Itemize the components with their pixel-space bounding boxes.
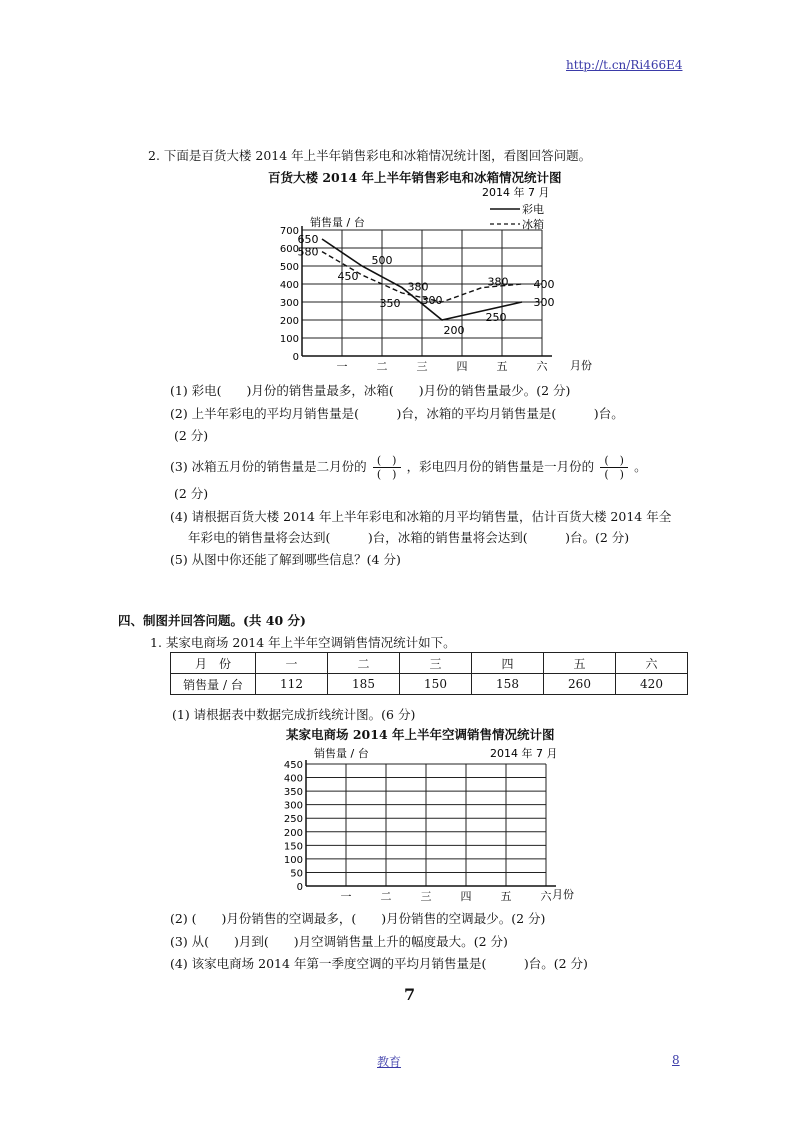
tv-fridge-line-chart: [270, 182, 600, 372]
chart2-date: 2014 年 7 月: [490, 747, 558, 760]
q2-sub3-part3: 。: [634, 459, 647, 474]
q2-sub4-line2: 年彩电的销售量将会达到( )台，冰箱的销售量将会达到( )台。(2 分): [188, 530, 630, 545]
table-cell: 五: [544, 653, 616, 674]
q2-sub3-part1: (3) 冰箱五月份的销售量是二月份的: [170, 459, 367, 474]
y-tick-label: 100: [279, 334, 299, 345]
legend-fridge-label: 冰箱: [522, 218, 544, 231]
data-label: 500: [371, 254, 393, 267]
section4-sub3: (3) 从( )月到( )月空调销售量上升的幅度最大。(2 分): [170, 934, 508, 949]
x-tick-label: 一: [336, 360, 348, 372]
data-label: 350: [379, 297, 401, 310]
data-label: 250: [485, 311, 507, 324]
x-tick-label: 二: [376, 360, 388, 372]
y-tick-label: 0: [292, 352, 299, 363]
chart1-ylabel: 销售量 / 台: [310, 216, 365, 229]
data-label: 200: [443, 324, 465, 337]
y-tick-label: 400: [279, 280, 299, 291]
footer-page: 8: [672, 1053, 680, 1067]
page-number: 7: [404, 985, 416, 1004]
data-label: 580: [297, 245, 319, 259]
section4-sub1: (1) 请根据表中数据完成折线统计图。(6 分): [172, 707, 416, 722]
table-cell: 六: [616, 653, 688, 674]
q2-sub1: (1) 彩电( )月份的销售量最多，冰箱( )月份的销售量最少。(2 分): [170, 383, 571, 398]
y-tick-label: 0: [296, 882, 303, 893]
table-cell: 260: [544, 674, 616, 695]
y-tick-label: 600: [279, 244, 299, 255]
data-label: 450: [337, 270, 359, 283]
table-cell: 月 份: [171, 653, 256, 674]
data-label: 400: [533, 278, 555, 291]
x-tick-label: 四: [456, 360, 468, 372]
y-tick-label: 700: [279, 226, 299, 237]
y-tick-label: 100: [283, 854, 303, 866]
chart2-ylabel: 销售量 / 台: [314, 747, 369, 760]
q2-intro: 2. 下面是百货大楼 2014 年上半年销售彩电和冰箱情况统计图，看图回答问题。: [148, 148, 592, 163]
data-label: 380: [487, 275, 509, 289]
table-cell: 一: [256, 653, 328, 674]
fraction-blank-1[interactable]: ( ) ( ): [371, 455, 403, 480]
table-cell: 销售量 / 台: [171, 674, 256, 695]
q2-sub4-line1: (4) 请根据百货大楼 2014 年上半年彩电和冰箱的月平均销售量，估计百货大楼 2014 年全: [170, 509, 672, 524]
table-cell: 150: [400, 674, 472, 695]
x-tick-label: 二: [380, 890, 392, 902]
q2-sub5: (5) 从图中你还能了解到哪些信息？(4 分): [170, 552, 401, 567]
y-tick-label: 450: [283, 760, 303, 771]
q2-sub2: (2) 上半年彩电的平均月销售量是( )台，冰箱的平均月销售量是( )台。: [170, 406, 624, 421]
x-tick-label: 四: [460, 890, 472, 902]
table-cell: 420: [616, 674, 688, 695]
section4-sub4: (4) 该家电商场 2014 年第一季度空调的平均月销售量是( )台。(2 分): [170, 956, 588, 971]
q2-sub3-part2: ，彩电四月份的销售量是一月份的: [406, 459, 595, 474]
table-cell: 112: [256, 674, 328, 695]
chart2-y-ticks: [284, 760, 303, 893]
section4-chart-title: 某家电商场 2014 年上半年空调销售情况统计图: [286, 727, 555, 742]
footer-link[interactable]: 教育: [377, 1055, 402, 1069]
x-tick-label: 一: [340, 890, 352, 902]
legend-tv-label: 彩电: [522, 203, 544, 216]
table-cell: 二: [328, 653, 400, 674]
y-tick-label: 500: [279, 262, 299, 273]
q2-sub3-score: (2 分): [174, 486, 209, 501]
section4-title: 四、制图并回答问题。(共 40 分): [118, 613, 306, 628]
y-tick-label: 150: [283, 841, 303, 853]
x-tick-label: 三: [416, 360, 428, 372]
y-tick-label: 350: [283, 787, 303, 799]
y-tick-label: 50: [290, 868, 303, 880]
x-tick-label: 五: [496, 360, 508, 372]
table-row: [171, 653, 688, 674]
section4-sub2: (2) ( )月份销售的空调最多，( )月份销售的空调最少。(2 分): [170, 911, 546, 926]
section4-q1: 1. 某家电商场 2014 年上半年空调销售情况统计如下。: [150, 635, 456, 650]
chart2-xunit: 月份: [552, 888, 574, 901]
x-tick-label: 三: [420, 890, 432, 902]
table-cell: 185: [328, 674, 400, 695]
y-tick-label: 200: [283, 827, 303, 839]
chart2-x-ticks: [341, 890, 553, 902]
fraction-blank-2[interactable]: ( ) ( ): [598, 455, 630, 480]
y-tick-label: 400: [283, 773, 303, 785]
y-tick-label: 300: [279, 298, 299, 309]
table-cell: 四: [472, 653, 544, 674]
header-link[interactable]: http://t.cn/Ri466E4: [566, 58, 683, 72]
aircon-sales-table: [170, 652, 688, 695]
chart1-date: 2014 年 7 月: [482, 186, 550, 199]
x-tick-label: 五: [500, 890, 512, 902]
chart1-xunit: 月份: [570, 359, 592, 372]
aircon-blank-line-chart: [270, 742, 600, 902]
chart1-x-ticks: [337, 360, 549, 372]
table-row: [171, 674, 688, 695]
q2-chart-title: 百货大楼 2014 年上半年销售彩电和冰箱情况统计图: [268, 170, 562, 185]
y-tick-label: 300: [283, 800, 303, 812]
chart2-grid: [306, 760, 556, 886]
x-tick-label: 六: [536, 360, 548, 372]
x-tick-label: 六: [540, 890, 552, 902]
data-label: 300: [533, 296, 555, 309]
data-label: 300: [421, 294, 443, 307]
q2-sub3: [170, 455, 647, 480]
table-cell: 三: [400, 653, 472, 674]
y-tick-label: 200: [279, 316, 299, 327]
table-cell: 158: [472, 674, 544, 695]
data-label: 380: [407, 280, 429, 294]
y-tick-label: 250: [283, 814, 303, 826]
data-label: 650: [297, 233, 319, 246]
chart1-y-ticks: [280, 226, 299, 363]
q2-sub2-score: (2 分): [174, 428, 209, 443]
